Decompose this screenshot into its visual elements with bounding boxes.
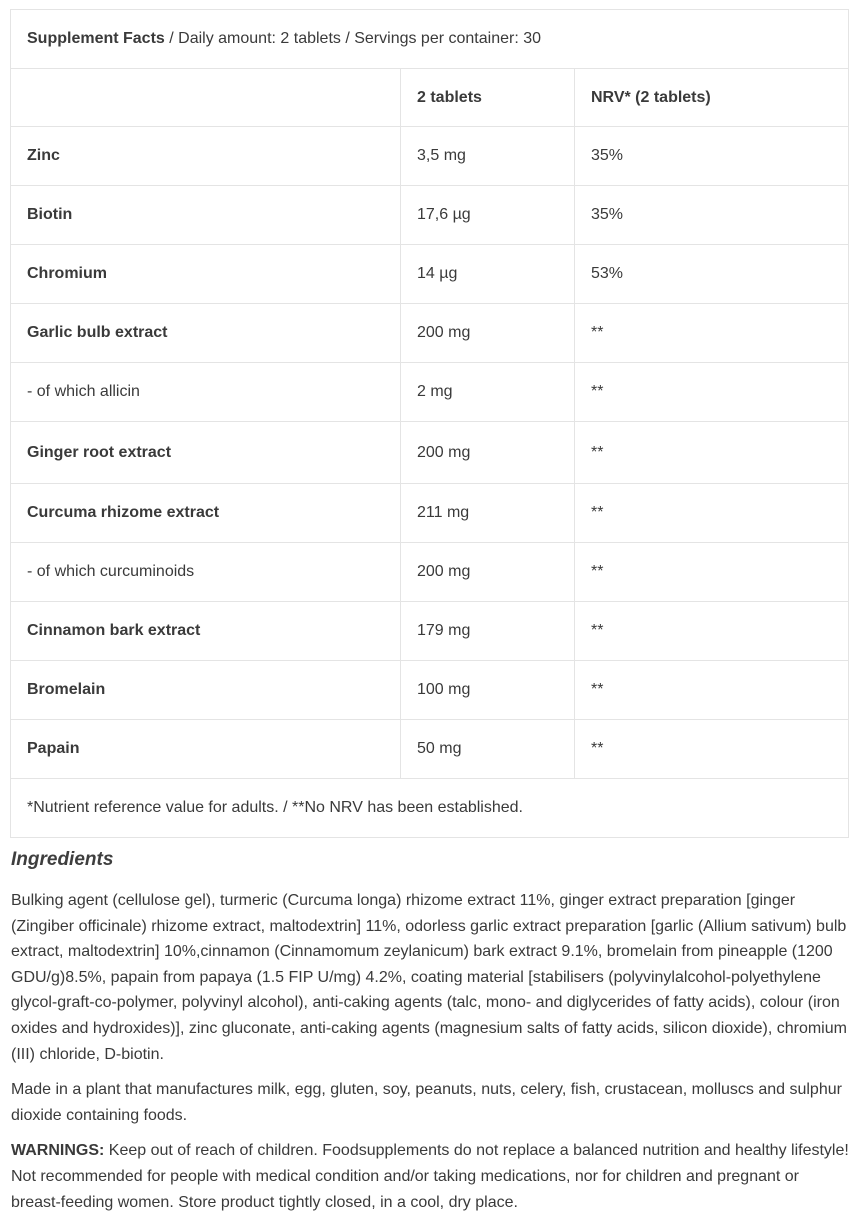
facts-header-row (11, 10, 849, 69)
facts-footnote: *Nutrient reference value for adults. / **No NRV has been established. (11, 779, 849, 838)
allergens-text: Made in a plant that manufactures milk, egg, gluten, soy, peanuts, nuts, celery, fish, crustacean, molluscs and sulphur dioxide containing foods. (11, 1081, 842, 1124)
nutrient-nrv: ** (575, 422, 849, 484)
supplement-facts-table (10, 9, 849, 838)
warnings-paragraph (11, 1138, 851, 1215)
table-row (11, 661, 849, 720)
nutrient-amount: 50 mg (401, 720, 575, 779)
column-header-amount: 2 tablets (401, 69, 575, 127)
facts-title: Supplement Facts (27, 30, 165, 47)
table-row (11, 363, 849, 422)
nutrient-name: - of which curcuminoids (11, 543, 401, 602)
table-row (11, 245, 849, 304)
nutrient-name: Cinnamon bark extract (11, 602, 401, 661)
column-header-empty (11, 69, 401, 127)
nutrient-nrv: ** (575, 304, 849, 363)
nutrient-amount: 200 mg (401, 422, 575, 484)
nutrient-amount: 100 mg (401, 661, 575, 720)
nutrient-nrv: 53% (575, 245, 849, 304)
nutrient-name: - of which allicin (11, 363, 401, 422)
nutrient-name: Ginger root extract (11, 422, 401, 484)
ingredients-text: Bulking agent (cellulose gel), turmeric (Curcuma longa) rhizome extract 11%, ginger extract preparation [ginger (Zingiber officinale) rhizome extract, maltodextrin] 11%, odorless garlic extract preparation [garlic (Allium sativum) bulb extract, maltodextrin] 10%,cinnamon (Cinnamomum zeylanicum) bark extract 9.1%, bromelain from pineapple (1200 GDU/g)8.5%, papain from papaya (1.5 FIP U/mg) 4.2%, coating material [stabilisers (polyvinylalcohol-polyethylene glycol-graft-co-polymer, polyvinyl alcohol), anti-caking agents (talc, mono- and diglycerides of fatty acids), colour (iron oxides and hydroxides)], zinc gluconate, anti-caking agents (magnesium salts of fatty acids, silicon dioxide), chromium (III) chloride, D-biotin. (11, 892, 847, 1063)
nutrient-name: Papain (11, 720, 401, 779)
table-row (11, 543, 849, 602)
facts-header-cell (11, 10, 849, 69)
nutrient-nrv: ** (575, 661, 849, 720)
nutrient-name: Biotin (11, 186, 401, 245)
table-row (11, 127, 849, 186)
nutrient-amount: 3,5 mg (401, 127, 575, 186)
nutrient-amount: 179 mg (401, 602, 575, 661)
nutrient-nrv: ** (575, 720, 849, 779)
warnings-label: WARNINGS: (11, 1142, 105, 1160)
column-header-nrv: NRV* (2 tablets) (575, 69, 849, 127)
facts-subtitle: / Daily amount: 2 tablets / Servings per container: 30 (164, 30, 542, 47)
table-row (11, 186, 849, 245)
table-row (11, 602, 849, 661)
table-row (11, 422, 849, 484)
nutrient-name: Chromium (11, 245, 401, 304)
facts-footnote-row (11, 779, 849, 838)
nutrient-amount: 200 mg (401, 543, 575, 602)
nutrient-amount: 2 mg (401, 363, 575, 422)
nutrient-nrv: ** (575, 484, 849, 543)
ingredients-heading: Ingredients (11, 849, 114, 870)
nutrient-nrv: ** (575, 363, 849, 422)
nutrient-nrv: 35% (575, 186, 849, 245)
nutrient-amount: 14 µg (401, 245, 575, 304)
nutrient-amount: 200 mg (401, 304, 575, 363)
table-row (11, 720, 849, 779)
nutrient-name: Zinc (11, 127, 401, 186)
table-row (11, 304, 849, 363)
nutrient-nrv: ** (575, 602, 849, 661)
warnings-text: Keep out of reach of children. Foodsupplements do not replace a balanced nutrition and healthy lifestyle! Not recommended for people with medical condition and/or taking medications, nor for children and pregnant or breast-feeding women. Store product tightly closed, in a cool, dry place. (11, 1142, 849, 1211)
table-row (11, 484, 849, 543)
nutrient-amount: 211 mg (401, 484, 575, 543)
nutrient-name: Bromelain (11, 661, 401, 720)
nutrient-amount: 17,6 µg (401, 186, 575, 245)
nutrient-nrv: 35% (575, 127, 849, 186)
facts-column-header-row (11, 69, 849, 127)
nutrient-nrv: ** (575, 543, 849, 602)
ingredients-section (11, 847, 851, 1225)
nutrient-name: Curcuma rhizome extract (11, 484, 401, 543)
nutrient-name: Garlic bulb extract (11, 304, 401, 363)
